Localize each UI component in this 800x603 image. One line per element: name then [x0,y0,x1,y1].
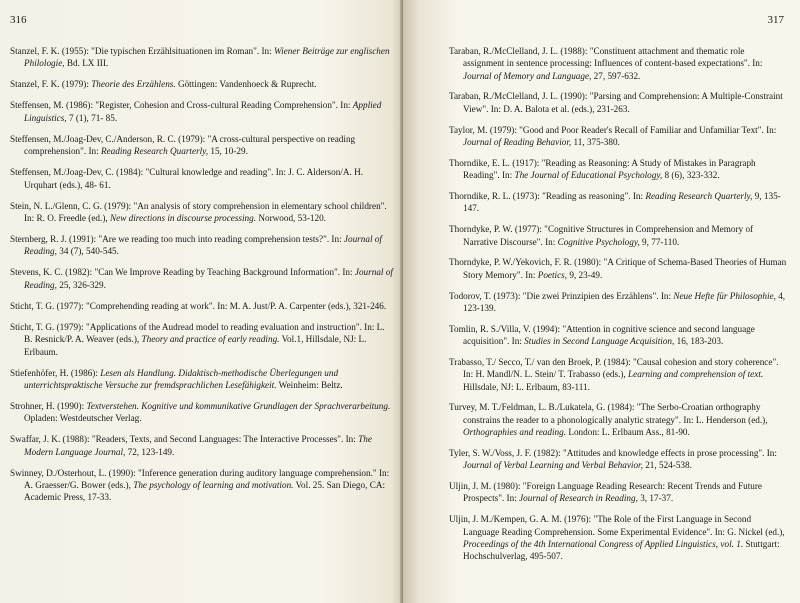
entry-text: Todorov, T. (1973): "Die zwei Prinzipien des Erzählens". In: [449,290,674,301]
entry-text: Göttingen: Vandenhoeck & Ruprecht. [175,79,317,90]
bibliography-entry [449,323,788,348]
entry-text: Strohner, H. (1990): [10,401,87,411]
entry-text: 9, 77-110. [639,236,680,247]
entry-text: Vol.1, Hillsdale, NJ: L. Erlbaum. [24,334,367,357]
entry-title-italic: Textverstehen. Kognitive und kommunikative Grundlagen der Sprachverarbeitung. [86,401,391,411]
bibliography-entry [449,124,788,149]
entry-title-italic: Journal of Verbal Learning and Verbal Behavior, [463,460,643,471]
entry-text: Stanzel, F. K. (1955): "Die typischen Erzählsituationen im Roman". In: [10,46,274,56]
page-number: 316 [10,14,27,26]
bibliography-entry [449,290,788,315]
entry-text: Tyler, S. W./Voss, J. F. (1982): "Attitudes and knowledge effects in prose processing". In: [449,447,777,458]
entry-text: Taraban, R./McClelland, J. L. (1990): "Parsing and Comprehension: A Multiple-Constraint View". In: D. A. Balota et al. (eds.), 231-263. [449,91,783,114]
entry-text: 7 (1), 71- 85. [66,112,118,123]
bibliography-entry [449,480,788,505]
bibliography-entry [10,321,393,358]
page-number: 317 [767,14,784,26]
entry-text: Taraban, R./McClelland, J. L. (1988): "Constituent attachment and thematic role assignment in sentence processing: Influences of content-based expectations". In: [449,46,763,69]
bibliography-entry [10,78,393,90]
bibliography-entry [449,513,788,562]
entry-text: Taylor, M. (1979): "Good and Poor Reader's Recall of Familiar and Unfamiliar Text". In: [449,124,777,135]
entry-title-italic: The Modern Language Journal, [24,434,372,457]
entry-text: Stanzel, F. K. (1979): [10,79,92,90]
entry-text: Tomlin, R. S./Villa, V. (1994): "Attention in cognitive science and second language acquisition". In: [449,323,755,347]
entry-title-italic: Applied Linguistics, [24,100,382,123]
entry-text: 21, 524-538. [642,460,692,471]
bibliography-entry [10,166,393,191]
entry-text: Sticht, T. G. (1979): "Applications of the Audread model to reading evaluation and instruction". In: L. B. Resnick/P. A. Weaver (eds.), [10,321,385,345]
entry-text: Sternberg, R. J. (1991): "Are we reading too much into reading comprehension tests?". In: [10,234,344,245]
bibliography-entry [10,99,393,124]
entry-title-italic: The psychology of learning and motivation. [133,480,294,491]
entry-text: 15, 10-29. [208,146,248,157]
entry-text: Bd. LX III. [64,58,109,69]
entry-title-italic: Lesen als Handlung. Didaktisch-methodische Überlegungen und unterrichtspraktische Versuche zur fremdsprachlichen Lesefähigkeit. [24,367,339,390]
entry-text: 9, 135-147. [463,191,781,214]
bibliography-entry [10,266,393,291]
entry-text: Thorndike, R. L. (1973): "Reading as reasoning". In: [449,191,646,202]
entry-title-italic: Studies in Second Language Acquisition, [524,336,675,347]
bibliography-entry [449,447,788,472]
entry-title-italic: The Journal of Educational Psychology, [514,170,663,181]
entry-text: 34 (7), 540-545. [56,246,119,257]
entry-title-italic: Journal of Reading, [24,234,382,257]
bibliography-entry [10,133,393,158]
bibliography-list [10,45,393,504]
entry-title-italic: Learning and comprehension of text. [628,369,764,380]
entry-title-italic: Cognitive Psychology, [557,236,640,247]
entry-text: 11, 375-380. [571,136,620,147]
entry-text: Opladen: Westdeutscher Verlag. [24,413,142,424]
entry-title-italic: Journal of Reading, [24,267,393,290]
entry-text: 3, 17-37. [637,493,674,504]
entry-text: Norwood, 53-120. [256,212,326,223]
entry-text: London: L. Erlbaum Ass., 81-90. [566,427,690,438]
entry-title-italic: New directions in discourse processing. [109,212,257,223]
entry-title-italic: Theory and practice of early reading. [141,334,280,345]
entry-text: Vol. 25. San Diego, CA: Academic Press, 17-33. [24,480,386,503]
entry-text: Trabasso, T./ Secco, T./ van den Broek, P. (1984): "Causal cohesion and story coherence". In: H. Mandl/N. L. Stein/ T. Trabasso (eds.), [449,356,779,380]
entry-text: Swinney, D./Osterhout, L. (1990): "Inference generation during auditory language comprehension." In: A. Graesser/G. Bower (eds.), [10,467,390,491]
entry-title-italic: Wiener Beiträge zur englischen Philologie, [24,46,390,69]
bibliography-entry [449,45,788,82]
entry-text: Swaffar, J. K. (1988): "Readers, Texts, and Second Languages: The Interactive Processes". In: [10,434,359,445]
entry-text: 27, 597-632. [591,70,641,81]
entry-text: 16, 183-203. [674,336,724,347]
entry-text: Turvey, M. T./Feldman, L. B./Lukatela, G. (1984): "The Serbo-Croatian orthography constrains the reader to a phonologically analytic strategy". In: L. Henderson (ed.), [449,402,768,425]
entry-text: 25, 326-329. [56,279,106,290]
entry-text: Stuttgart: Hochschulverlag, 495-507. [463,538,780,562]
bibliography-entry [449,190,788,215]
entry-title-italic: Reading Research Quarterly, [100,146,209,157]
bibliography-entry [10,433,393,458]
bibliography-entry [10,233,393,258]
entry-title-italic: Orthographies and reading. [463,427,567,438]
entry-title-italic: Journal of Memory and Language, [463,70,592,81]
entry-title-italic: Neue Hefte für Philosophie, [673,290,776,301]
bibliography-entry [449,157,788,182]
bibliography-entry [10,200,393,225]
entry-title-italic: Poetics, [537,269,568,280]
bibliography-entry [10,300,393,312]
entry-text: Stevens, K. C. (1982): "Can We Improve Reading by Teaching Background Information". In: [10,267,355,278]
entry-title-italic: Theorie des Erzählens. [91,79,176,90]
bibliography-entry [449,223,788,248]
entry-title-italic: Journal of Reading Behavior, [463,136,572,147]
entry-text: 8 (6), 323-332. [662,170,720,181]
entry-text: Thorndike, E. L. (1917): "Reading as Reasoning: A Study of Mistakes in Paragraph Reading". In: [449,157,756,181]
entry-text: Thorndyke, P. W. (1977): "Cognitive Structures in Comprehension and Memory of Narrative Discourse". In: [449,224,754,247]
entry-text: Stiefenhöfer, H. (1986): [10,367,101,378]
entry-text: 9, 23-49. [567,269,603,280]
bibliography-entry [449,356,788,393]
entry-title-italic: Reading Research Quarterly, [645,191,753,202]
entry-text: 4, 123-139. [463,290,786,313]
bibliography-entry [449,401,788,438]
right-page [403,0,800,603]
entry-text: Sticht, T. G. (1977): "Comprehending reading at work". In: M. A. Just/P. A. Carpenter (eds.), 321-246. [10,300,387,311]
entry-text: Uljin, J. M. (1980): "Foreign Language Reading Research: Recent Trends and Future Prospects". In: [449,481,763,504]
bibliography-entry [10,45,393,70]
bibliography-entry [449,90,788,115]
entry-title-italic: Proceedings of the 4th International Congress of Applied Linguistics, vol. 1. [463,538,744,549]
bibliography-list [449,45,788,563]
entry-text: Uljin, J. M./Kempen, G. A. M. (1976): "The Role of the First Language in Second Language Reading Comprehension. Some Experimental Evidence". In: G. Nickel (ed.), [449,514,785,537]
bibliography-entry [10,400,393,425]
entry-text: Steffensen, M./Joag-Dev, C./Anderson, R. C. (1979): "A cross-cultural perspective on reading comprehension". In: [10,133,356,157]
bibliography-entry [10,367,393,392]
entry-text: Hillsdale, NJ: L. Erlbaum, 83-111. [463,381,590,392]
bibliography-entry [10,467,393,504]
entry-text: Stein, N. L./Glenn, C. G. (1979): "An analysis of story comprehension in elementary school children". In: R. O. Freedle (ed.), [10,200,387,223]
entry-text: Steffensen, M. (1986): "Register, Cohesion and Cross-cultural Reading Comprehension". In: [10,100,353,111]
entry-text: Thorndyke, P. W./Yekovich, F. R. (1980): "A Critique of Schema-Based Theories of Human Story Memory". In: [449,257,787,280]
entry-title-italic: Journal of Research in Reading, [519,493,638,504]
entry-text: Steffensen, M./Joag-Dev, C. (1984): "Cultural knowledge and reading". In: J. C. Alderson/A. H. Urquhart (eds.), 48- 61. [10,167,363,190]
entry-text: Weinheim: Beltz. [276,379,343,390]
entry-text: 72, 123-149. [125,446,175,457]
bibliography-entry [449,256,788,281]
